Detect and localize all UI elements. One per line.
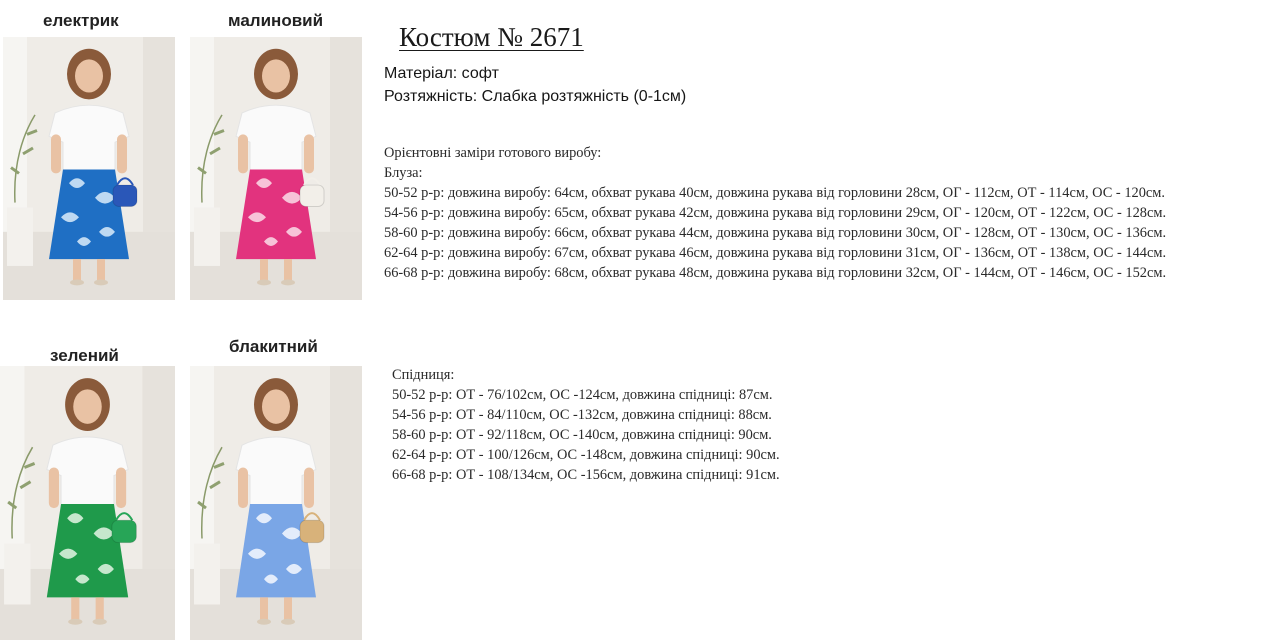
product-photo-light-blue[interactable]	[190, 366, 362, 640]
measurements-intro: Орієнтовні заміри готового виробу:	[384, 145, 602, 161]
product-photo-electric[interactable]	[3, 37, 175, 300]
blouse-measurements	[384, 143, 1166, 283]
skirt-row: 66-68 р-р: ОТ - 108/134см, ОС -156см, довжина спідниці: 91см.	[392, 467, 780, 483]
skirt-row: 58-60 р-р: ОТ - 92/118см, ОС -140см, довжина спідниці: 90см.	[392, 427, 772, 443]
skirt-measurements	[392, 365, 780, 485]
blouse-row: 62-64 р-р: довжина виробу: 67см, обхват рукава 46см, довжина рукава від горловини 31см, ОГ - 136см, ОТ - 138см, ОС - 144см.	[384, 245, 1167, 261]
variant-label-raspberry: малиновий	[228, 11, 324, 30]
variant-label-electric: електрик	[43, 11, 119, 30]
skirt-row: 50-52 р-р: ОТ - 76/102см, ОС -124см, довжина спідниці: 87см.	[392, 387, 773, 403]
blouse-row: 50-52 р-р: довжина виробу: 64см, обхват рукава 40см, довжина рукава від горловини 28см, ОГ - 112см, ОТ - 114см, ОС - 120см.	[384, 185, 1165, 201]
blouse-row: 58-60 р-р: довжина виробу: 66см, обхват рукава 44см, довжина рукава від горловини 30см, ОГ - 128см, ОТ - 130см, ОС - 136см.	[384, 225, 1167, 241]
product-title: Костюм № 2671	[399, 22, 584, 52]
skirt-row: 62-64 р-р: ОТ - 100/126см, ОС -148см, довжина спідниці: 90см.	[392, 447, 780, 463]
material-text: Матеріал: софт	[384, 65, 499, 82]
product-photo-green[interactable]	[0, 366, 175, 640]
blouse-row: 66-68 р-р: довжина виробу: 68см, обхват рукава 48см, довжина рукава від горловини 32см, ОГ - 144см, ОТ - 146см, ОС - 152см.	[384, 265, 1167, 281]
blouse-row: 54-56 р-р: довжина виробу: 65см, обхват рукава 42см, довжина рукава від горловини 29см, ОГ - 120см, ОТ - 122см, ОС - 128см.	[384, 205, 1167, 221]
skirt-heading: Спідниця:	[392, 367, 455, 383]
variant-label-light-blue: блакитний	[229, 337, 318, 356]
variant-label-green: зелений	[50, 346, 119, 365]
skirt-row: 54-56 р-р: ОТ - 84/110см, ОС -132см, довжина спідниці: 88см.	[392, 407, 772, 423]
product-photo-raspberry[interactable]	[190, 37, 362, 300]
stretch-text: Розтяжність: Слабка розтяжність (0-1см)	[384, 88, 687, 105]
blouse-heading: Блуза:	[384, 165, 423, 181]
